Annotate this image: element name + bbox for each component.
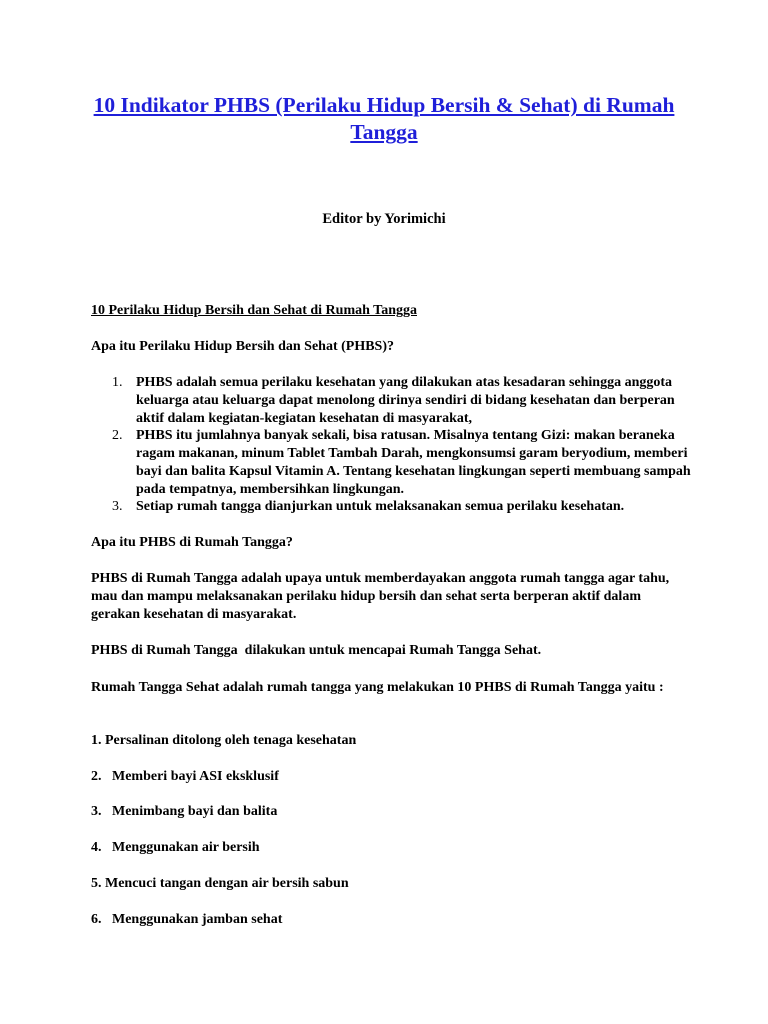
indicator-item: 5. Mencuci tangan dengan air bersih sabun xyxy=(91,876,349,891)
indicator-item: 1. Persalinan ditolong oleh tenaga kesehatan xyxy=(91,733,357,748)
question-phbs: Apa itu Perilaku Hidup Bersih dan Sehat (PHBS)? xyxy=(91,339,395,354)
indicator-item: 3. Menimbang bayi dan balita xyxy=(91,804,278,819)
list-item-number: 2. xyxy=(112,428,123,443)
list-item-number: 1. xyxy=(112,375,123,390)
section-heading: 10 Perilaku Hidup Bersih dan Sehat di Rumah Tangga xyxy=(91,303,417,318)
paragraph-purpose: PHBS di Rumah Tangga dilakukan untuk mencapai Rumah Tangga Sehat. xyxy=(91,643,542,658)
list-item-number: 3. xyxy=(112,499,123,514)
paragraph-rumah-tangga-sehat: Rumah Tangga Sehat adalah rumah tangga yang melakukan 10 PHBS di Rumah Tangga yaitu : xyxy=(91,680,664,695)
indicator-item: 4. Menggunakan air bersih xyxy=(91,840,260,855)
indicator-item: 2. Memberi bayi ASI eksklusif xyxy=(91,769,279,784)
question-phbs-rumah-tangga: Apa itu PHBS di Rumah Tangga? xyxy=(91,535,293,550)
list-item-text: PHBS adalah semua perilaku kesehatan yang dilakukan atas kesadaran sehingga anggota keluarga atau keluarga dapat menolong dirinya sendiri di bidang kesehatan dan berperan aktif dalam kegiatan-kegiatan kesehatan di masyarakat, xyxy=(136,375,675,426)
paragraph-definition: PHBS di Rumah Tangga adalah upaya untuk memberdayakan anggota rumah tangga agar tahu, mau dan mampu melaksanakan perilaku hidup bersih dan sehat serta berperan aktif dalam gerakan kesehatan di masyarakat. xyxy=(91,571,673,622)
list-item-text: PHBS itu jumlahnya banyak sekali, bisa ratusan. Misalnya tentang Gizi: makan beraneka ragam makanan, minum Tablet Tambah Darah, mengkonsumsi garam beryodium, memberi bayi dan balita Kapsul Vitamin A. Tentang kesehatan lingkungan seperti membuang sampah pada tempatnya, membersihkan lingkungan. xyxy=(136,428,691,497)
document-title-link[interactable]: 10 Indikator PHBS (Perilaku Hidup Bersih & Sehat) di Rumah Tangga xyxy=(93,93,675,144)
editor-credit: Editor by Yorimichi xyxy=(322,211,446,227)
list-item-text: Setiap rumah tangga dianjurkan untuk melaksanakan semua perilaku kesehatan. xyxy=(136,499,625,514)
indicator-item: 6. Menggunakan jamban sehat xyxy=(91,912,283,927)
